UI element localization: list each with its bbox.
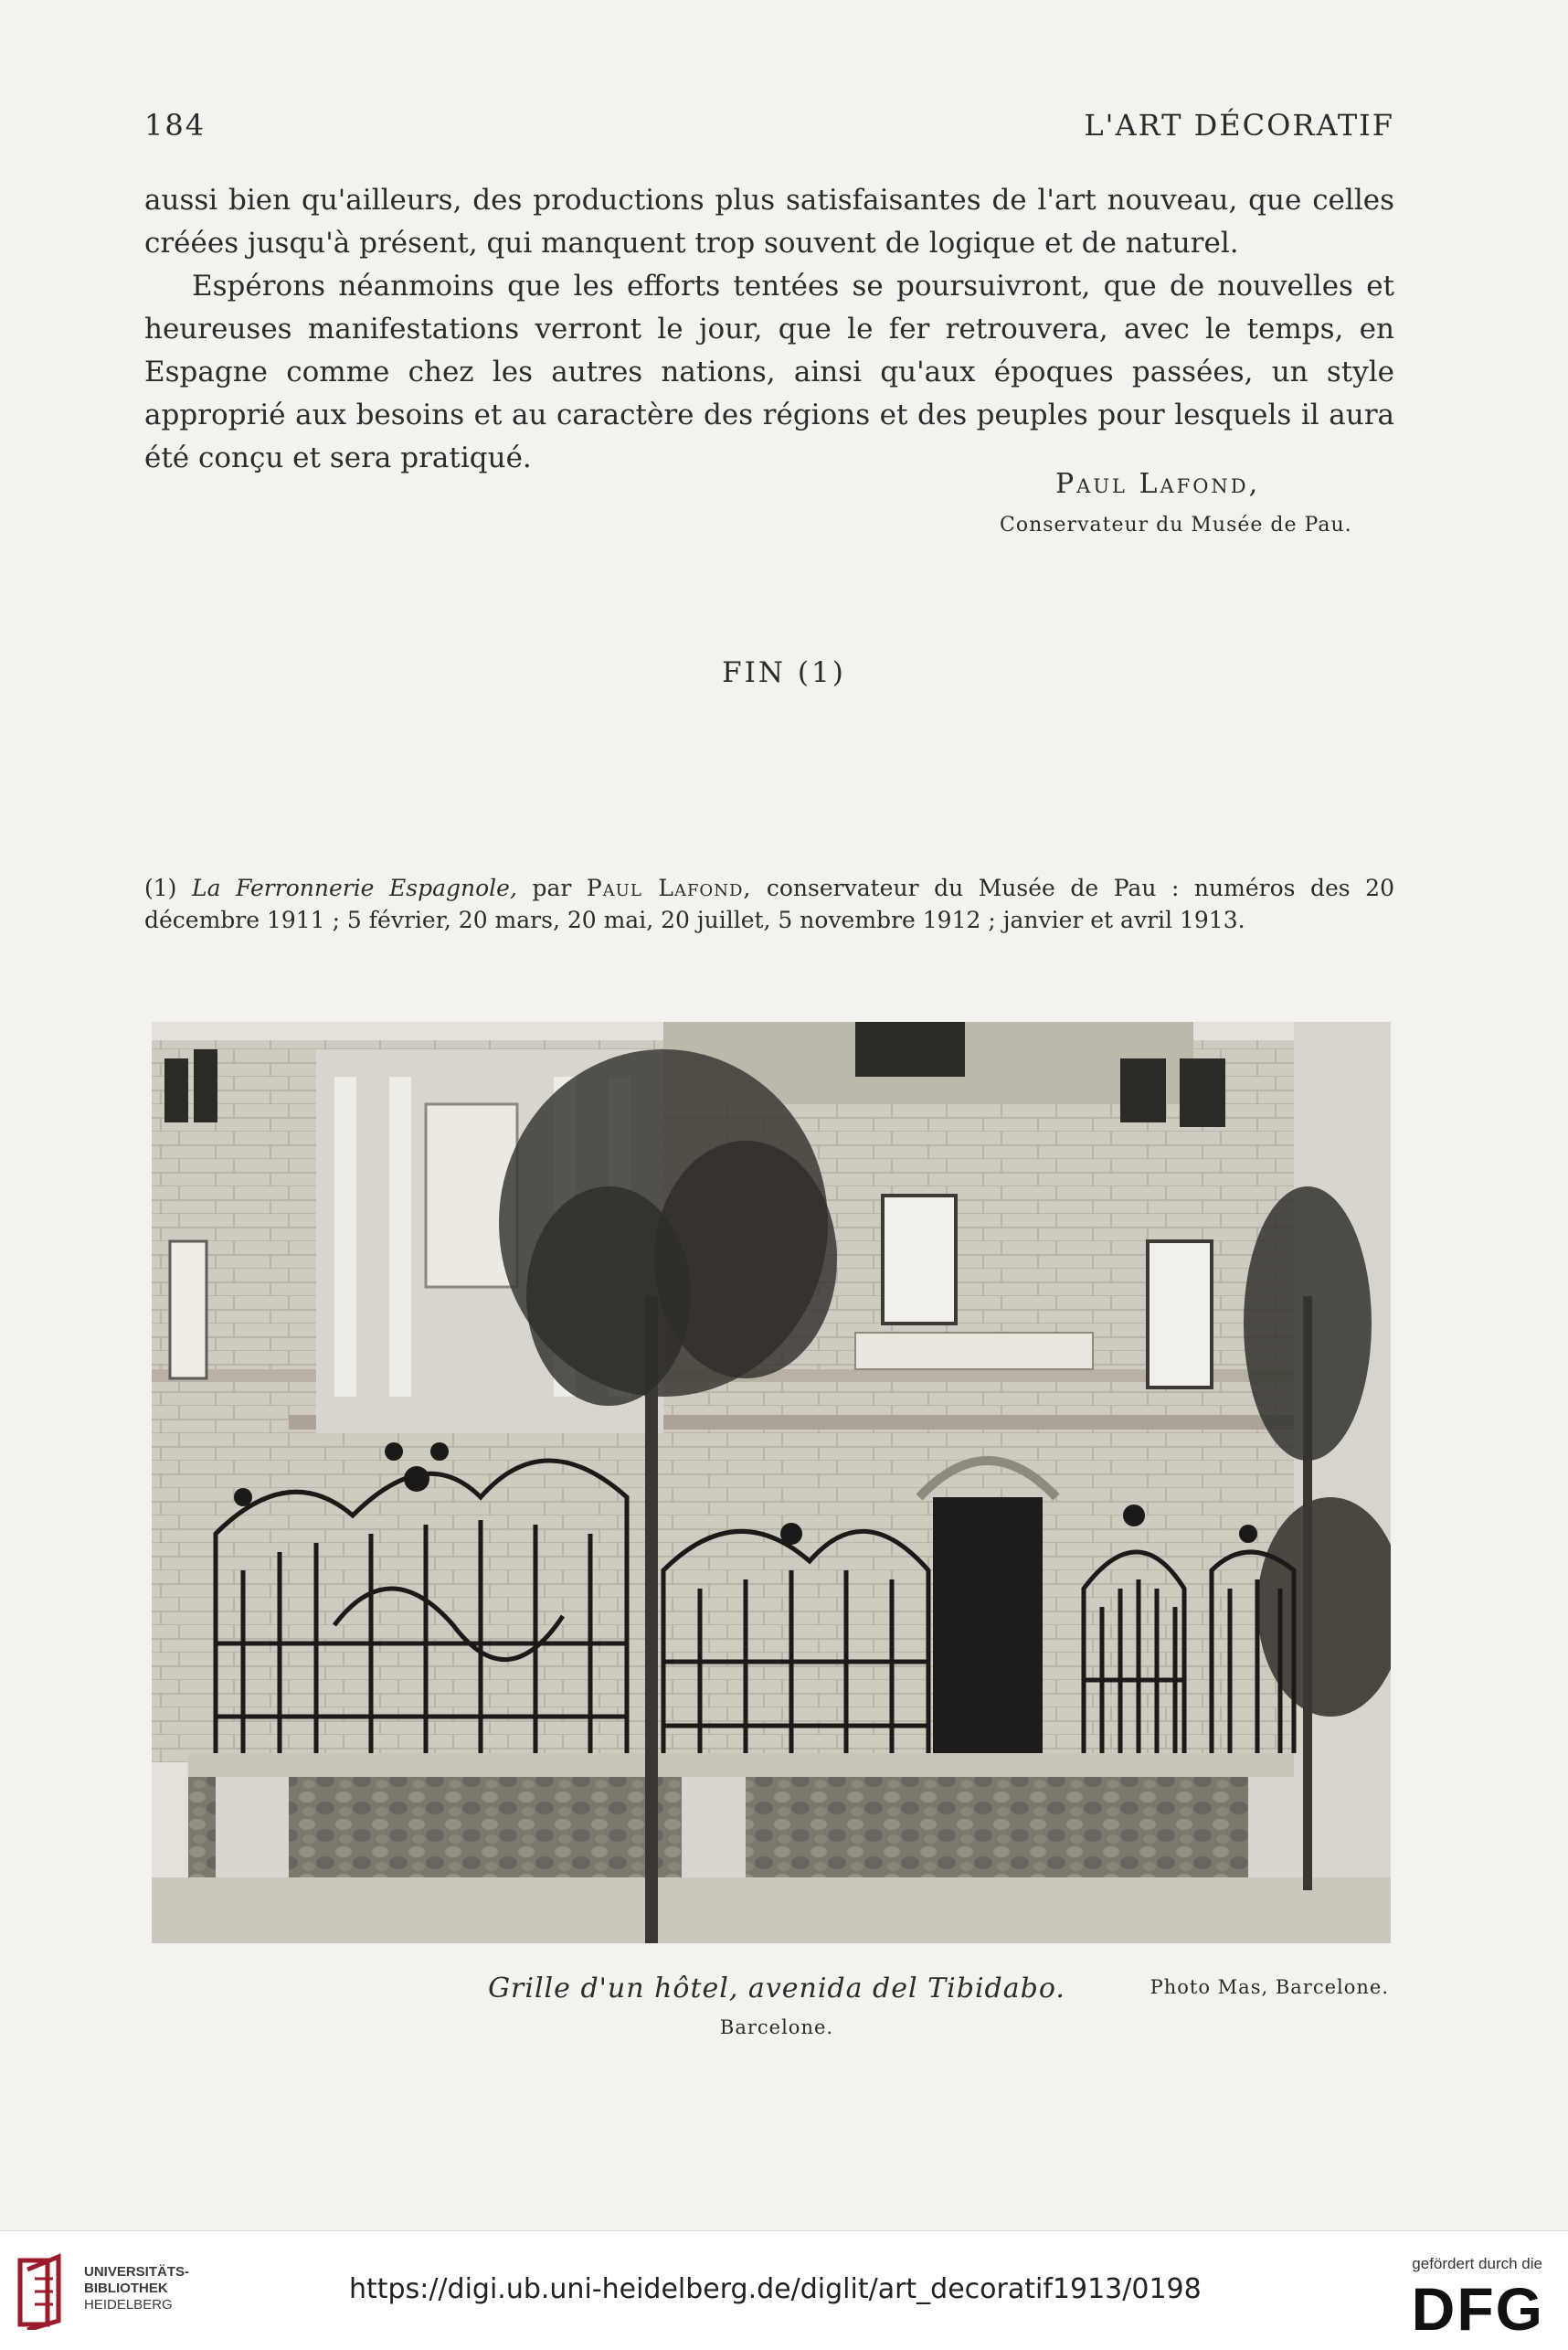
photo-credit: Photo Mas, Barcelone. <box>1150 1976 1389 1998</box>
figure-caption: Grille d'un hôtel, avenida del Tibidabo. <box>488 1973 1065 2004</box>
footnote-marker: (1) <box>144 875 177 901</box>
running-title: L'ART DÉCORATIF <box>1084 108 1394 143</box>
photo-illustration <box>152 1022 1391 1943</box>
paragraph-2: Espérons néanmoins que les efforts tentées se poursuivront, que de nouvelles et heureuses manifestations verront le jour, que le fer retrouvera, avec le temps, en Espagne comme chez les autres nations, ainsi qu'aux époques passées, un style approprié aux besoins et au caractère des régions et des peuples pour lesquels il aura été conçu et sera pratiqué. <box>144 270 1394 474</box>
university-library-logo-icon <box>16 2251 80 2330</box>
library-line-2: BIBLIOTHEK <box>84 2281 168 2296</box>
viewer-footer <box>0 2230 1568 2350</box>
library-line-1: UNIVERSITÄTS- <box>84 2264 190 2280</box>
permalink-url[interactable]: https://digi.ub.uni-heidelberg.de/diglit/art_decoratif1913/0198 <box>349 2273 1202 2305</box>
body-text <box>144 179 1394 480</box>
figure-caption-city: Barcelone. <box>719 2016 834 2038</box>
page-number: 184 <box>144 108 207 143</box>
footnote-rest: conservateur du Musée de Pau : numéros des 20 décembre 1911 ; 5 février, 20 mars, 20 mai, 20 juillet, 5 novembre 1912 ; janvier et avril 1913. <box>144 875 1394 933</box>
paragraph-1: aussi bien qu'ailleurs, des productions plus satisfaisantes de l'art nouveau, que celles créées jusqu'à présent, qui manquent trop souvent de logique et de naturel. <box>144 184 1394 260</box>
funding-label: gefördert durch die <box>1412 2255 1542 2272</box>
author-signature: Paul Lafond, <box>1055 468 1261 500</box>
library-line-3: HEIDELBERG <box>84 2297 173 2313</box>
footnote-author: Paul Lafond, <box>586 875 752 901</box>
footnote-title: La Ferronnerie Espagnole, <box>191 875 517 901</box>
university-library-name <box>84 2264 189 2313</box>
running-header <box>144 108 1394 143</box>
dfg-logo: DFG <box>1411 2275 1544 2343</box>
author-title: Conservateur du Musée de Pau. <box>1000 514 1352 537</box>
photograph-ironwork-gate <box>152 1022 1391 1943</box>
fin-heading: FIN (1) <box>722 656 846 689</box>
footnote-by: par <box>532 875 572 901</box>
footnote <box>144 872 1394 936</box>
